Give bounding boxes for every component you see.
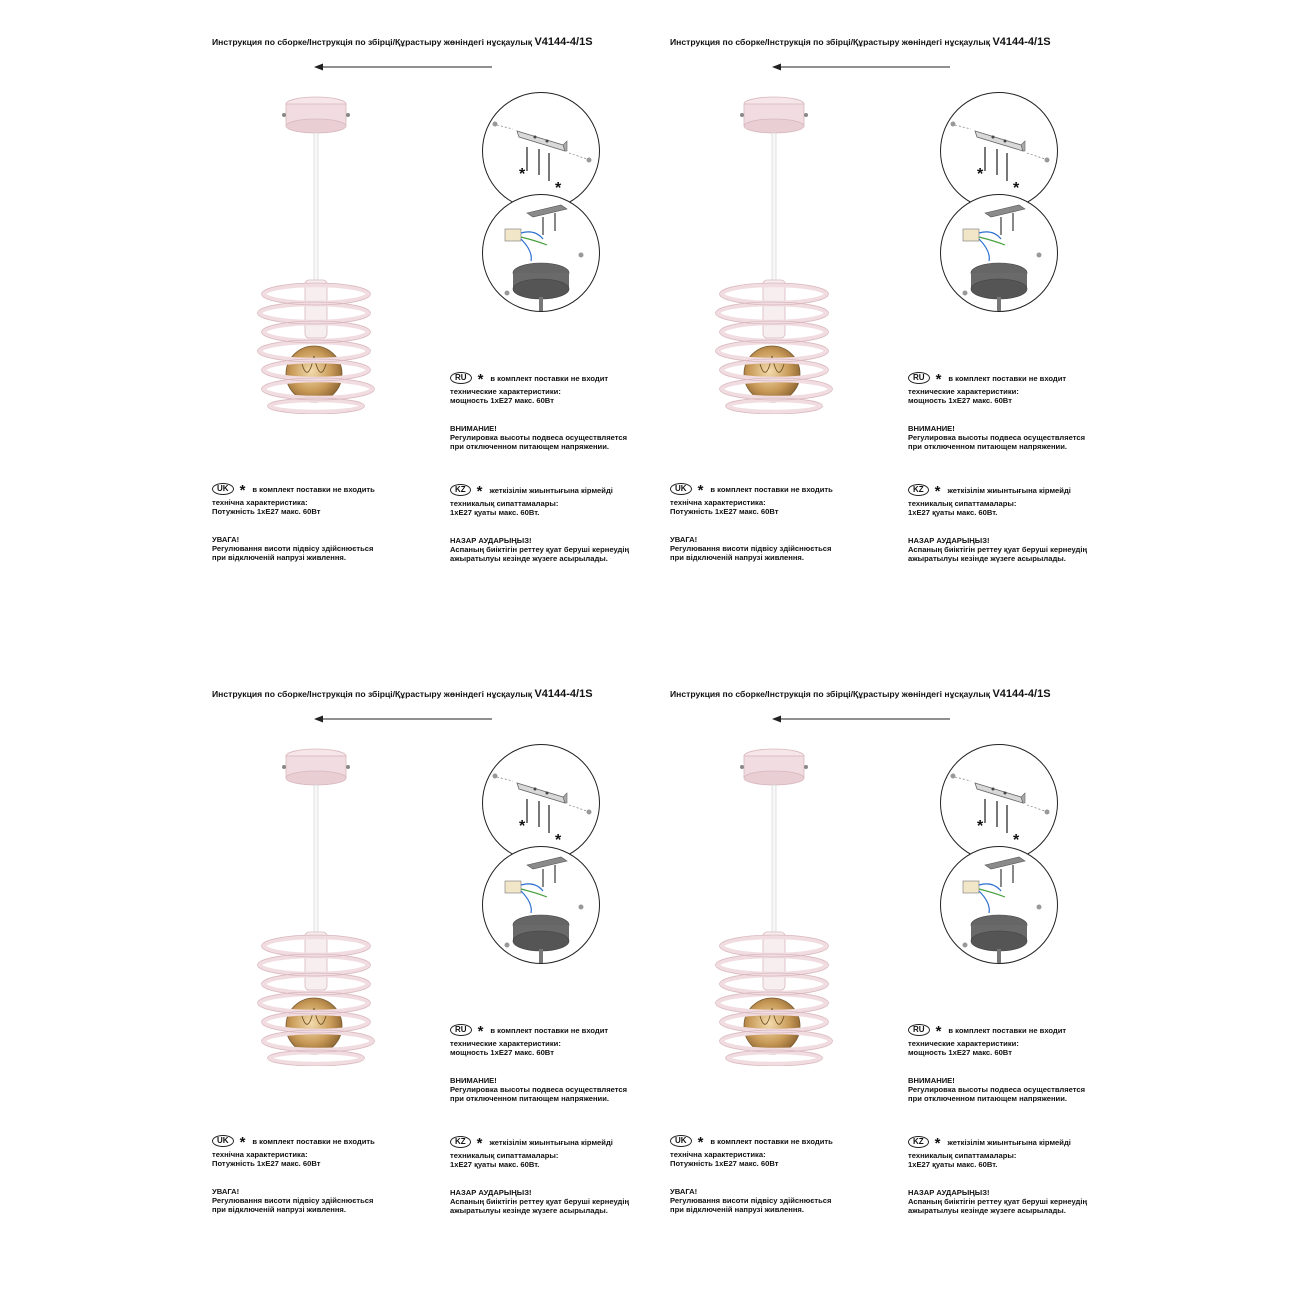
ru-warning-line-1: Регулировка высоты подвеса осуществляется — [908, 1085, 1086, 1094]
title-text: Инструкция по сборке/Інструкція по збірці/Құрастыру жөніндегі нұсқаулық — [670, 37, 991, 47]
uk-warning-line-1: Регулювання висоти підвісу здійснюється — [212, 544, 374, 553]
model-number: V4144-4/1S — [534, 688, 593, 700]
wiring-detail — [482, 194, 600, 312]
ru-section — [908, 1024, 1085, 1103]
model-number: V4144-4/1S — [534, 36, 593, 48]
asterisk-icon: * — [477, 1023, 484, 1040]
model-number: V4144-4/1S — [992, 688, 1051, 700]
uk-warning-title: УВАГА! — [670, 535, 698, 544]
ru-badge: RU — [908, 1024, 930, 1036]
ru-not-included: в комплект поставки не входит — [490, 373, 609, 383]
kz-warning-line-2: ажыратылуы кезінде жүзеге асырылады. — [908, 1206, 1066, 1215]
uk-spec-label: технічна характеристика: — [212, 1150, 308, 1159]
uk-spec-value: Потужність 1хЕ27 макс. 60Вт — [670, 507, 779, 516]
asterisk-icon: * — [697, 482, 704, 499]
kz-spec-label: техникалық сипаттамалары: — [450, 1151, 559, 1160]
kz-not-included: жеткізілім жиынтығына кірмейді — [947, 1137, 1071, 1147]
asterisk-icon: * — [697, 1134, 704, 1151]
pendant-lamp-illustration — [714, 746, 854, 1066]
instruction-title — [670, 688, 1051, 700]
uk-not-included: в комплект поставки не входить — [710, 1136, 833, 1146]
ru-warning-title: ВНИМАНИЕ! — [450, 424, 497, 433]
ru-warning-line-2: при отключенном питающем напряжении. — [450, 1094, 610, 1103]
instruction-sheet — [196, 28, 654, 588]
asterisk-icon: * — [935, 1023, 942, 1040]
uk-spec-label: технічна характеристика: — [670, 498, 766, 507]
uk-warning-line-1: Регулювання висоти підвісу здійснюється — [670, 1196, 832, 1205]
instruction-sheet — [654, 680, 1112, 1240]
direction-arrow — [772, 712, 952, 726]
wiring-canopy-icon — [941, 195, 1057, 311]
uk-section — [212, 1135, 375, 1214]
ru-warning-line-1: Регулировка высоты подвеса осуществляется — [908, 433, 1086, 442]
asterisk-mark: * — [519, 166, 526, 183]
instruction-sheet — [654, 28, 1112, 588]
kz-spec-label: техникалық сипаттамалары: — [908, 499, 1017, 508]
kz-spec-value: 1хЕ27 қуаты макс. 60Вт. — [450, 1160, 540, 1169]
direction-arrow — [772, 60, 952, 74]
ru-section — [450, 372, 627, 451]
direction-arrow — [314, 712, 494, 726]
ru-spec-label: технические характеристики: — [450, 1039, 561, 1048]
ru-warning-line-2: при отключенном питающем напряжении. — [908, 442, 1068, 451]
ru-warning-line-2: при отключенном питающем напряжении. — [450, 442, 610, 451]
kz-not-included: жеткізілім жиынтығына кірмейді — [489, 1137, 613, 1147]
asterisk-mark: * — [1013, 180, 1020, 197]
uk-section — [670, 1135, 833, 1214]
kz-spec-value: 1хЕ27 қуаты макс. 60Вт. — [908, 1160, 998, 1169]
ru-section — [450, 1024, 627, 1103]
ru-warning-title: ВНИМАНИЕ! — [908, 1076, 955, 1085]
ru-badge: RU — [908, 372, 930, 384]
ru-warning-title: ВНИМАНИЕ! — [908, 424, 955, 433]
kz-not-included: жеткізілім жиынтығына кірмейді — [947, 485, 1071, 495]
asterisk-icon: * — [239, 482, 246, 499]
uk-warning-line-2: при відключеній напрузі живлення. — [212, 553, 346, 562]
asterisk-icon: * — [239, 1134, 246, 1151]
instruction-title — [212, 36, 593, 48]
instruction-sheet — [196, 680, 654, 1240]
wiring-canopy-icon — [941, 847, 1057, 963]
asterisk-icon: * — [935, 371, 942, 388]
uk-not-included: в комплект поставки не входить — [252, 484, 375, 494]
wiring-detail — [940, 846, 1058, 964]
kz-badge: KZ — [908, 1136, 929, 1148]
wiring-detail — [482, 846, 600, 964]
kz-spec-label: техникалық сипаттамалары: — [450, 499, 559, 508]
asterisk-mark: * — [977, 818, 984, 835]
ru-spec-label: технические характеристики: — [908, 1039, 1019, 1048]
ru-spec-label: технические характеристики: — [908, 387, 1019, 396]
asterisk-icon: * — [934, 483, 941, 500]
uk-spec-value: Потужність 1хЕ27 макс. 60Вт — [670, 1159, 779, 1168]
title-text: Инструкция по сборке/Інструкція по збірці/Құрастыру жөніндегі нұсқаулық — [212, 37, 533, 47]
pendant-lamp-illustration — [256, 94, 396, 414]
ru-not-included: в комплект поставки не входит — [948, 373, 1067, 383]
kz-warning-line-2: ажыратылуы кезінде жүзеге асырылады. — [450, 554, 608, 563]
kz-warning-line-1: Аспаның биіктігін реттеу қуат беруші кернеудің — [450, 545, 630, 554]
ru-spec-label: технические характеристики: — [450, 387, 561, 396]
uk-warning-title: УВАГА! — [670, 1187, 698, 1196]
uk-spec-label: технічна характеристика: — [212, 498, 308, 507]
bracket-screws-icon — [941, 93, 1057, 209]
uk-warning-line-1: Регулювання висоти підвісу здійснюється — [670, 544, 832, 553]
kz-section — [450, 484, 629, 563]
kz-section — [450, 1136, 629, 1215]
bracket-screws-icon — [941, 745, 1057, 861]
kz-badge: KZ — [908, 484, 929, 496]
ru-not-included: в комплект поставки не входит — [948, 1025, 1067, 1035]
asterisk-mark: * — [519, 818, 526, 835]
wiring-canopy-icon — [483, 195, 599, 311]
ru-section — [908, 372, 1085, 451]
asterisk-icon: * — [934, 1135, 941, 1152]
mounting-bracket-detail — [940, 92, 1058, 210]
ru-warning-line-2: при отключенном питающем напряжении. — [908, 1094, 1068, 1103]
instruction-title — [212, 688, 593, 700]
kz-badge: KZ — [450, 484, 471, 496]
direction-arrow — [314, 60, 494, 74]
kz-spec-value: 1хЕ27 қуаты макс. 60Вт. — [450, 508, 540, 517]
uk-warning-line-2: при відключеній напрузі живлення. — [670, 1205, 804, 1214]
kz-warning-line-1: Аспаның биіктігін реттеу қуат беруші кернеудің — [450, 1197, 630, 1206]
wiring-detail — [940, 194, 1058, 312]
asterisk-icon: * — [476, 483, 483, 500]
uk-warning-title: УВАГА! — [212, 535, 240, 544]
uk-warning-title: УВАГА! — [212, 1187, 240, 1196]
ru-spec-value: мощность 1хЕ27 макс. 60Вт — [450, 396, 554, 405]
ru-spec-value: мощность 1хЕ27 макс. 60Вт — [908, 1048, 1012, 1057]
ru-spec-value: мощность 1хЕ27 макс. 60Вт — [450, 1048, 554, 1057]
title-text: Инструкция по сборке/Інструкція по збірці/Құрастыру жөніндегі нұсқаулық — [212, 689, 533, 699]
asterisk-mark: * — [555, 180, 562, 197]
kz-section — [908, 1136, 1087, 1215]
title-text: Инструкция по сборке/Інструкція по збірці/Құрастыру жөніндегі нұсқаулық — [670, 689, 991, 699]
uk-warning-line-2: при відключеній напрузі живлення. — [212, 1205, 346, 1214]
kz-spec-label: техникалық сипаттамалары: — [908, 1151, 1017, 1160]
kz-warning-title: НАЗАР АУДАРЫҢЫЗ! — [908, 1188, 990, 1197]
kz-warning-title: НАЗАР АУДАРЫҢЫЗ! — [450, 1188, 532, 1197]
uk-warning-line-1: Регулювання висоти підвісу здійснюється — [212, 1196, 374, 1205]
uk-not-included: в комплект поставки не входить — [710, 484, 833, 494]
uk-section — [212, 483, 375, 562]
ru-badge: RU — [450, 372, 472, 384]
model-number: V4144-4/1S — [992, 36, 1051, 48]
bracket-screws-icon — [483, 93, 599, 209]
uk-badge: UK — [670, 483, 692, 495]
uk-warning-line-2: при відключеній напрузі живлення. — [670, 553, 804, 562]
wiring-canopy-icon — [483, 847, 599, 963]
mounting-bracket-detail — [482, 92, 600, 210]
uk-badge: UK — [212, 1135, 234, 1147]
asterisk-mark: * — [1013, 832, 1020, 849]
asterisk-icon: * — [477, 371, 484, 388]
pendant-lamp-illustration — [714, 94, 854, 414]
mounting-bracket-detail — [940, 744, 1058, 862]
kz-badge: KZ — [450, 1136, 471, 1148]
kz-warning-title: НАЗАР АУДАРЫҢЫЗ! — [450, 536, 532, 545]
kz-warning-line-2: ажыратылуы кезінде жүзеге асырылады. — [450, 1206, 608, 1215]
ru-spec-value: мощность 1хЕ27 макс. 60Вт — [908, 396, 1012, 405]
instruction-title — [670, 36, 1051, 48]
kz-section — [908, 484, 1087, 563]
uk-badge: UK — [212, 483, 234, 495]
uk-spec-value: Потужність 1хЕ27 макс. 60Вт — [212, 1159, 321, 1168]
ru-warning-line-1: Регулировка высоты подвеса осуществляется — [450, 1085, 628, 1094]
uk-spec-value: Потужність 1хЕ27 макс. 60Вт — [212, 507, 321, 516]
ru-not-included: в комплект поставки не входит — [490, 1025, 609, 1035]
pendant-lamp-illustration — [256, 746, 396, 1066]
bracket-screws-icon — [483, 745, 599, 861]
kz-warning-line-2: ажыратылуы кезінде жүзеге асырылады. — [908, 554, 1066, 563]
ru-warning-line-1: Регулировка высоты подвеса осуществляется — [450, 433, 628, 442]
asterisk-icon: * — [476, 1135, 483, 1152]
kz-spec-value: 1хЕ27 қуаты макс. 60Вт. — [908, 508, 998, 517]
kz-warning-line-1: Аспаның биіктігін реттеу қуат беруші кернеудің — [908, 545, 1088, 554]
kz-not-included: жеткізілім жиынтығына кірмейді — [489, 485, 613, 495]
uk-section — [670, 483, 833, 562]
asterisk-mark: * — [555, 832, 562, 849]
uk-badge: UK — [670, 1135, 692, 1147]
asterisk-mark: * — [977, 166, 984, 183]
uk-not-included: в комплект поставки не входить — [252, 1136, 375, 1146]
uk-spec-label: технічна характеристика: — [670, 1150, 766, 1159]
ru-warning-title: ВНИМАНИЕ! — [450, 1076, 497, 1085]
kz-warning-title: НАЗАР АУДАРЫҢЫЗ! — [908, 536, 990, 545]
mounting-bracket-detail — [482, 744, 600, 862]
kz-warning-line-1: Аспаның биіктігін реттеу қуат беруші кернеудің — [908, 1197, 1088, 1206]
ru-badge: RU — [450, 1024, 472, 1036]
